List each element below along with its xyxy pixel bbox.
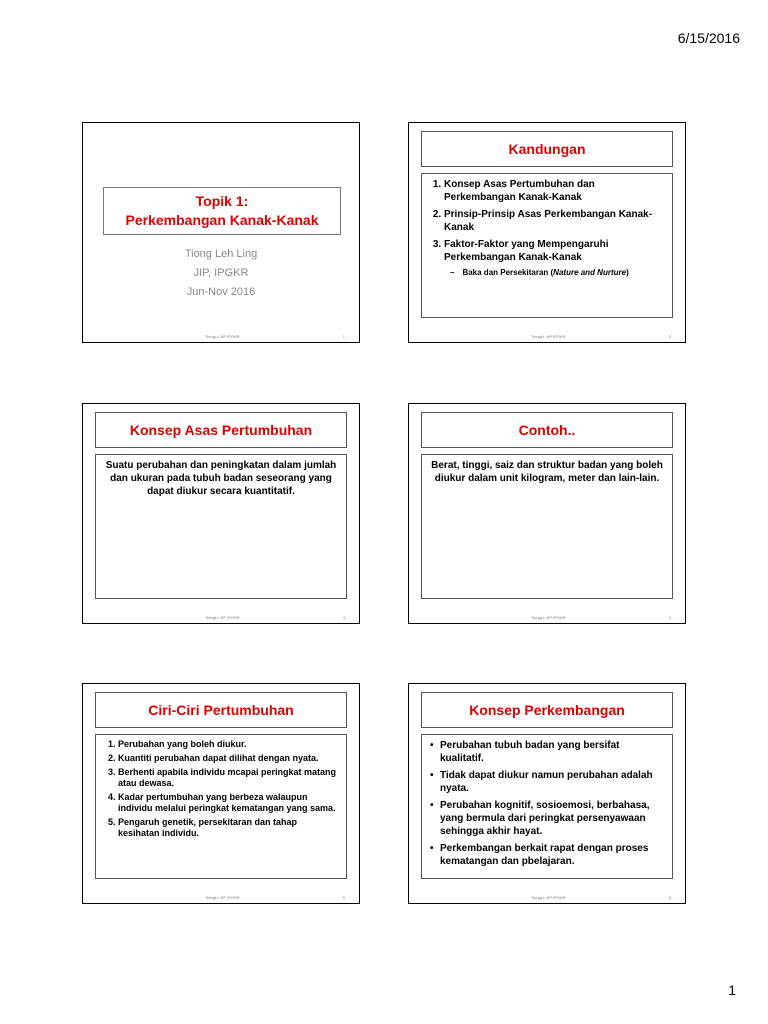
sub-list [444,266,666,279]
sub-item-suffix: ) [626,268,629,277]
topic-title-box [103,187,341,235]
list-item: 1. Perubahan yang boleh diukur. [118,739,340,750]
author-block [83,245,359,302]
footer-text: TiongLL JIP IPGKR [205,615,240,620]
list-item: 2. Kuantiti perubahan dapat dilihat dengan nyata. [118,753,340,764]
list-item: • Tidak dapat diukur namun perubahan adalah nyata. [440,769,666,795]
slide-body [95,454,347,599]
list-item-text: Faktor-Faktor yang Mempengaruhi Perkembangan Kanak-Kanak [444,239,609,263]
topic-title: Perkembangan Kanak-Kanak [125,212,319,228]
slide-title: Konsep Perkembangan [421,692,673,728]
footer-text: TiongLL JIP IPGKR [205,895,240,900]
list-item: 4. Kadar pertumbuhan yang berbeza walaupun individu melalui peringkat kematangan yang sama. [118,792,340,814]
footer-text: TiongLL JIP IPGKR [531,895,566,900]
characteristics-list [102,739,340,839]
slide-number: 1 [342,334,345,339]
list-item: 3. Berhenti apabila individu mcapai peringkat matang atau dewasa. [118,767,340,789]
list-item [444,238,666,279]
slide-number: 6 [668,895,671,900]
slide-text: Suatu perubahan dan peningkatan dalam jumlah dan ukuran pada tubuh badan seseorang yang dapat diukur secara kuantitatif. [105,460,337,497]
print-date: 6/15/2016 [677,30,740,46]
list-item: • Perubahan tubuh badan yang bersifat kualitatif. [440,739,666,765]
topic-number: Topik 1: [195,193,249,209]
slide-5 [82,683,360,904]
sub-item-italic: Nature and Nurture [553,268,627,277]
slide-title: Contoh.. [421,412,673,448]
author-period: Jun-Nov 2016 [186,286,256,298]
contents-list [428,178,666,279]
footer-text: TiongLL JIP IPGKR [205,334,240,339]
slide-body [421,454,673,599]
slide-1 [82,122,360,343]
slide-2 [408,122,686,343]
slide-body [421,734,673,879]
sub-item-prefix: Baka dan Persekitaran ( [462,268,554,277]
list-item: • Perubahan kognitif, sosioemosi, berbahasa, yang bermula dari peringkat persenyawaan sehingga akhir hayat. [440,799,666,838]
footer-text: TiongLL JIP IPGKR [531,615,566,620]
slide-body [421,173,673,318]
development-list [428,739,666,868]
slide-body [95,734,347,879]
slide-title: Kandungan [421,131,673,167]
slide-3 [82,403,360,624]
slide-number: 4 [668,615,671,620]
sub-list-item [450,266,666,279]
list-item: 1. Konsep Asas Pertumbuhan dan Perkembangan Kanak-Kanak [444,178,666,204]
slide-number: 2 [668,334,671,339]
slide-4 [408,403,686,624]
slide-title: Ciri-Ciri Pertumbuhan [95,692,347,728]
author-org: JIP, IPGKR [193,267,249,279]
slide-6 [408,683,686,904]
list-item: 5. Pengaruh genetik, persekitaran dan tahap kesihatan individu. [118,817,340,839]
slide-title: Konsep Asas Pertumbuhan [95,412,347,448]
slide-number: 3 [342,615,345,620]
list-item: • Perkembangan berkait rapat dengan proses kematangan dan pbelajaran. [440,842,666,868]
footer-text: TiongLL JIP IPGKR [531,334,566,339]
slide-text: Berat, tinggi, saiz dan struktur badan yang boleh diukur dalam unit kilogram, meter dan lain-lain. [431,460,663,484]
page-number: 1 [728,982,736,998]
author-name: Tiong Leh Ling [184,248,258,260]
list-item: 2. Prinsip-Prinsip Asas Perkembangan Kanak-Kanak [444,208,666,234]
slide-number: 5 [342,895,345,900]
